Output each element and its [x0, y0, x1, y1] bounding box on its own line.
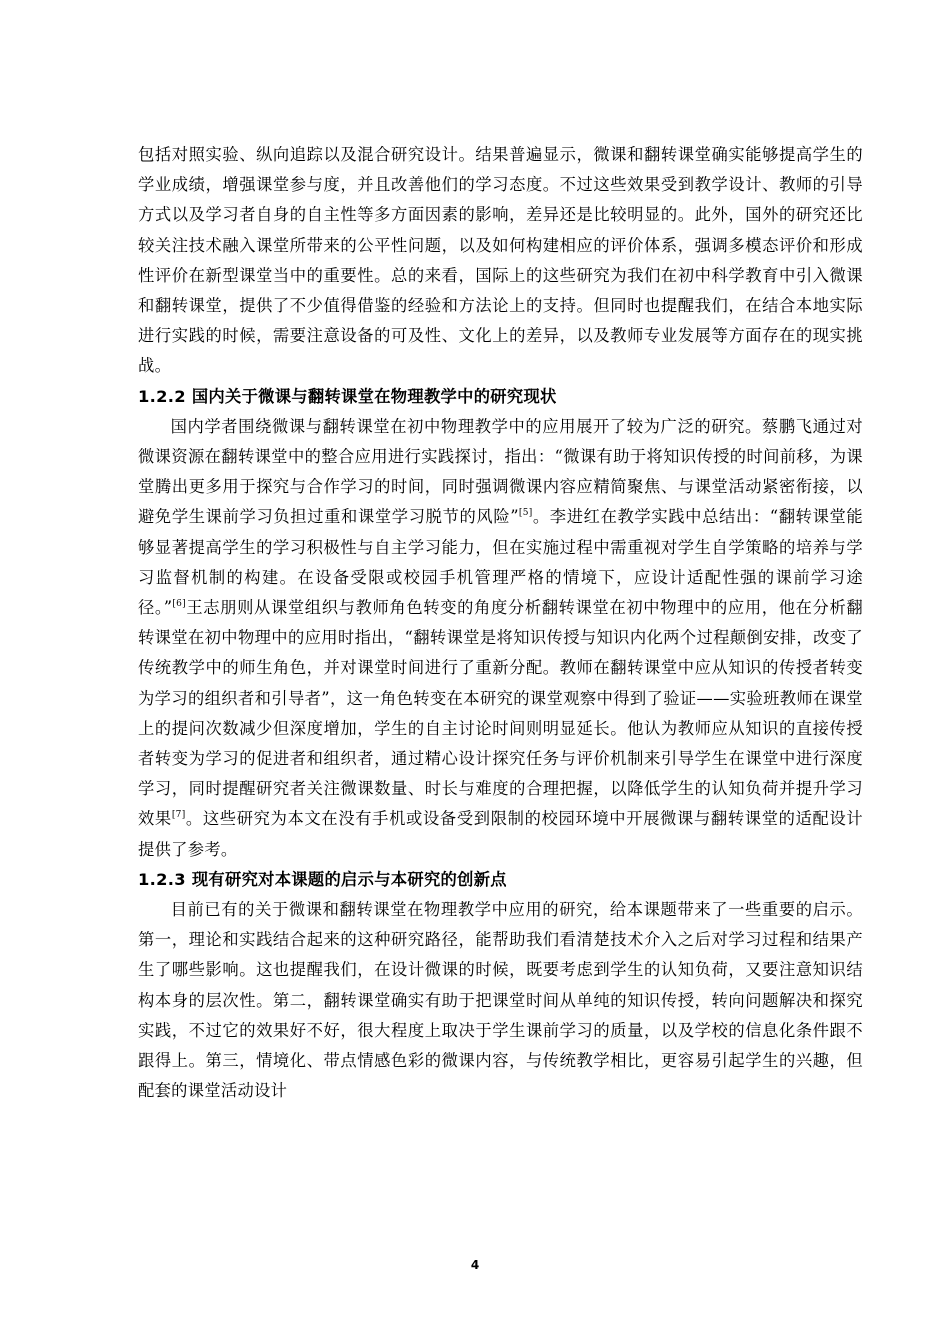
citation-ref-7: [7] [171, 810, 186, 821]
page-number: 4 [470, 1258, 480, 1272]
paragraph-foreign-research-summary: 包括对照实验、纵向追踪以及混合研究设计。结果普遍显示，微课和翻转课堂确实能够提高学生的学业成绩，增强课堂参与度，并且改善他们的学习态度。不过这些效果受到教学设计、教师的引导方式以及学习者自身的自主性等多方面因素的影响，差异还是比较明显的。此外，国外的研究还比较关注技术融入课堂所带来的公平性问题，以及如何构建相应的评价体系，强调多模态评价和形成性评价在新型课堂当中的重要性。总的来看，国际上的这些研究为我们在初中科学教育中引入微课和翻转课堂，提供了不少值得借鉴的经验和方法论上的支持。但同时也提醒我们，在结合本地实际进行实践的时候，需要注意设备的可及性、文化上的差异，以及教师专业发展等方面存在的现实挑战。 [138, 145, 863, 376]
section-heading-1-2-2: 1.2.2 国内关于微课与翻转课堂在物理教学中的研究现状 [138, 386, 557, 406]
paragraph-text-segment: 王志朋则从课堂组织与教师角色转变的角度分析翻转课堂在初中物理中的应用，他在分析翻转课堂在初中物理中的应用时指出，“翻转课堂是将知识传授与知识内化两个过程颠倒安排，改变了传统教学中的师生角色，并对课堂时间进行了重新分配。教师在翻转课堂中应从知识的传授者转变为学习的组织者和引导者”，这一角色转变在本研究的课堂观察中得到了验证——实验班教师在课堂上的提问次数减少但深度增加，学生的自主讨论时间则明显延长。他认为教师应从知识的直接传授者转变为学习的促进者和组织者，通过精心设计探究任务与评价机制来引导学生在课堂中进行深度学习，同时提醒研究者关注微课数量、时长与难度的合理把握，以降低学生的认知负荷并提升学习效果 [138, 598, 863, 829]
section-heading-1-2-3: 1.2.3 现有研究对本课题的启示与本研究的创新点 [138, 869, 507, 889]
paragraph-domestic-research [138, 412, 863, 865]
citation-ref-6: [6] [172, 599, 186, 610]
page-body [138, 140, 863, 1107]
citation-ref-5: [5] [518, 508, 533, 519]
paragraph-text-segment: 。李进红在教学实践中总结出：“翻转课堂能够显著提高学生的学习积极性与自主学习能力，但在实施过程中需重视对学生自学策略的培养与学习监督机制的构建。在设备受限或校园手机管理严格的情境下，应设计适配性强的课前学习途径。” [138, 507, 864, 618]
paragraph-text-segment: 。这些研究为本文在没有手机或设备受到限制的校园环境中开展微课与翻转课堂的适配设计提供了参考。 [138, 809, 863, 859]
paragraph-text-segment: 国内学者围绕微课与翻转课堂在初中物理教学中的应用展开了较为广泛的研究。蔡鹏飞通过对微课资源在翻转课堂中的整合应用进行实践探讨，指出：“微课有助于将知识传授的时间前移，为课堂腾出更多用于探究与合作学习的时间，同时强调微课内容应精简聚焦、与课堂活动紧密衔接，以避免学生课前学习负担过重和课堂学习脱节的风险” [138, 416, 863, 527]
paragraph-implications: 目前已有的关于微课和翻转课堂在物理教学中应用的研究，给本课题带来了一些重要的启示。第一，理论和实践结合起来的这种研究路径，能帮助我们看清楚技术介入之后对学习过程和结果产生了哪些影响。这也提醒我们，在设计微课的时候，既要考虑到学生的认知负荷，又要注意知识结构本身的层次性。第二，翻转课堂确实有助于把课堂时间从单纯的知识传授，转向问题解决和探究实践，不过它的效果好不好，很大程度上取决于学生课前学习的质量，以及学校的信息化条件跟不跟得上。第三，情境化、带点情感色彩的微课内容，与传统教学相比，更容易引起学生的兴趣，但配套的课堂活动设计 [138, 900, 863, 1101]
